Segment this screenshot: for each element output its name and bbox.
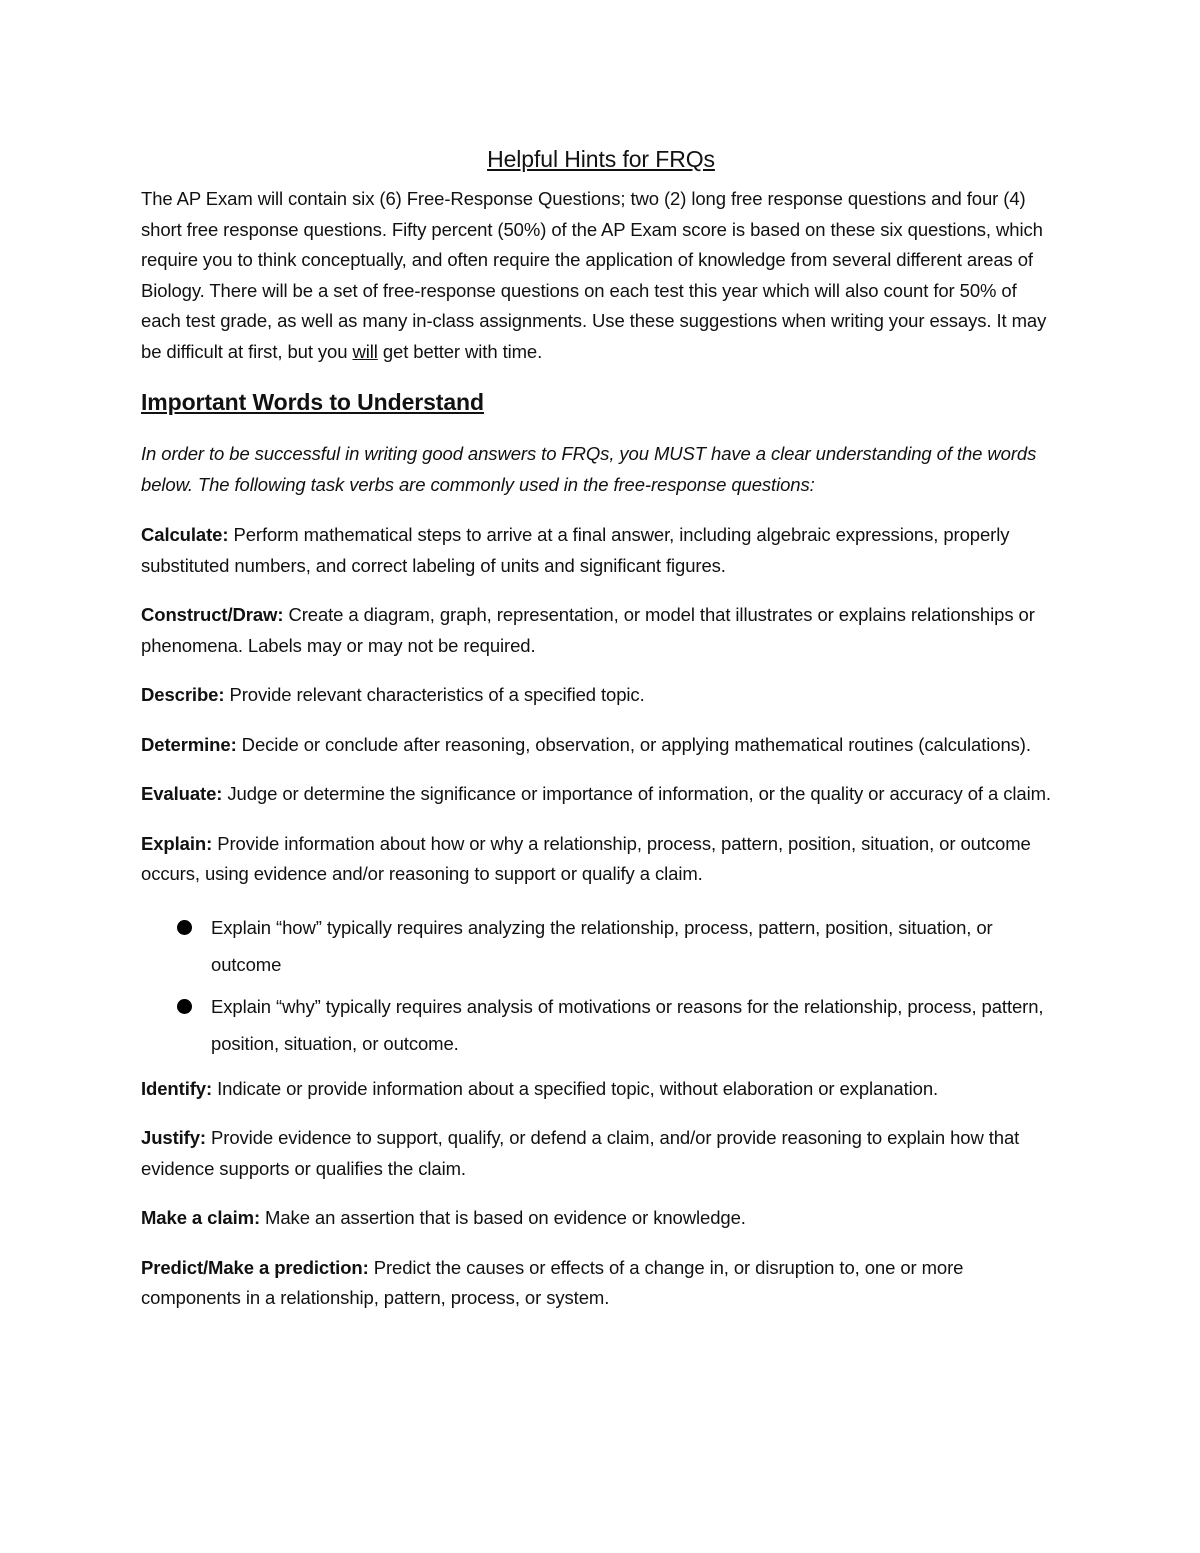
term-identify bbox=[141, 1074, 1061, 1105]
term-describe bbox=[141, 680, 1061, 711]
term-label: Identify: bbox=[141, 1077, 213, 1099]
term-label: Describe: bbox=[141, 684, 225, 705]
term-construct-draw bbox=[141, 600, 1061, 661]
term-make-a-claim bbox=[141, 1203, 1061, 1234]
bullet-icon bbox=[177, 999, 192, 1014]
term-definition: Perform mathematical steps to arrive at a final answer, including algebraic expressions, properly substituted numbers, and correct labeling of units and significant figures. bbox=[141, 524, 1010, 576]
document-content bbox=[141, 144, 1061, 1333]
term-predict bbox=[141, 1253, 1061, 1314]
intro-emphasis: will bbox=[352, 340, 378, 362]
term-explain bbox=[141, 829, 1061, 890]
term-definition: Provide relevant characteristics of a specified topic. bbox=[224, 684, 645, 705]
term-label: Calculate: bbox=[141, 524, 229, 545]
term-definition: Predict the causes or effects of a change in, or disruption to, one or more components in a relationship, pattern, process, or system. bbox=[141, 1256, 964, 1308]
term-definition: Provide evidence to support, qualify, or defend a claim, and/or provide reasoning to explain how that evidence supports or qualifies the claim. bbox=[141, 1127, 1020, 1179]
term-label: Determine: bbox=[141, 733, 237, 755]
term-justify bbox=[141, 1123, 1061, 1184]
bullet-text: Explain “how” typically requires analyzing the relationship, process, pattern, position, situation, or outcome bbox=[211, 916, 993, 975]
term-definition: Judge or determine the significance or importance of information, or the quality or accuracy of a claim. bbox=[222, 783, 1051, 804]
term-calculate bbox=[141, 520, 1061, 581]
intro-paragraph bbox=[141, 184, 1061, 367]
term-definition: Decide or conclude after reasoning, observation, or applying mathematical routines (calculations). bbox=[236, 733, 1031, 755]
explain-bullet-list bbox=[141, 909, 1061, 1062]
term-definition: Indicate or provide information about a specified topic, without elaboration or explanation. bbox=[212, 1077, 939, 1099]
section-heading: Important Words to Understand bbox=[141, 389, 484, 415]
term-label: Predict/Make a prediction: bbox=[141, 1256, 369, 1278]
list-item bbox=[141, 909, 1061, 983]
bullet-text: Explain “why” typically requires analysis of motivations or reasons for the relationship, process, pattern, position, situation, or outcome. bbox=[211, 995, 1044, 1054]
term-label: Evaluate: bbox=[141, 783, 223, 804]
term-definition: Create a diagram, graph, representation, or model that illustrates or explains relationships or phenomena. Labels may or may not be required. bbox=[141, 604, 1035, 656]
bullet-icon bbox=[177, 920, 192, 935]
term-evaluate bbox=[141, 779, 1061, 810]
intro-text-after: get better with time. bbox=[377, 340, 543, 362]
intro-text-before: The AP Exam will contain six (6) Free-Response Questions; two (2) long free response questions and four (4) short free response questions. Fifty percent (50%) of the AP Exam score is based on these six questions, which require you to think conceptually, and often require the application of knowledge from several different areas of Biology. There will be a set of free-response questions on each test this year which will also count for 50% of each test grade, as well as many in-class assignments. Use these suggestions when writing your essays. It may be difficult at first, but you bbox=[141, 188, 1047, 362]
term-determine bbox=[141, 730, 1061, 761]
term-definition: Provide information about how or why a relationship, process, pattern, position, situation, or outcome occurs, using evidence and/or reasoning to support or qualify a claim. bbox=[141, 832, 1031, 884]
term-definition: Make an assertion that is based on evidence or knowledge. bbox=[260, 1207, 746, 1228]
term-label: Construct/Draw: bbox=[141, 604, 284, 625]
term-label: Justify: bbox=[141, 1127, 206, 1148]
document-title: Helpful Hints for FRQs bbox=[487, 146, 715, 172]
list-item bbox=[141, 988, 1061, 1062]
term-label: Make a claim: bbox=[141, 1207, 261, 1228]
section-lead: In order to be successful in writing good answers to FRQs, you MUST have a clear understanding of the words below. The following task verbs are commonly used in the free-response questions: bbox=[141, 443, 1037, 495]
term-label: Explain: bbox=[141, 832, 213, 854]
